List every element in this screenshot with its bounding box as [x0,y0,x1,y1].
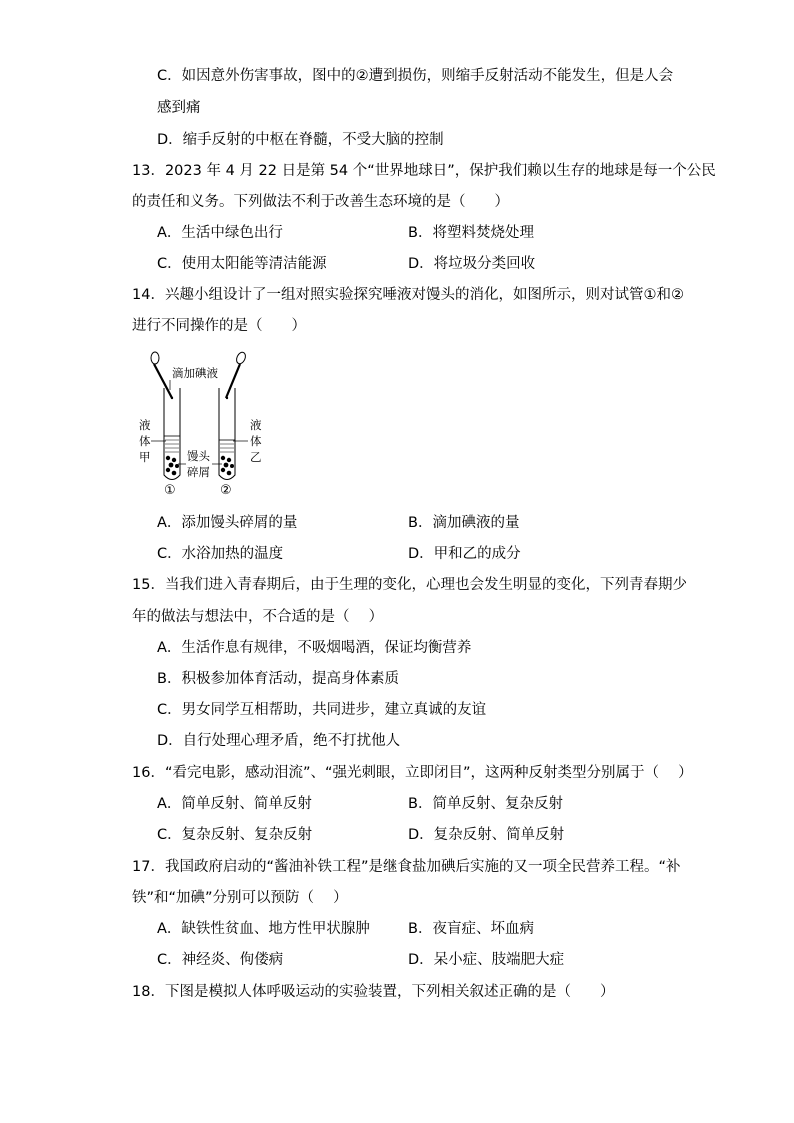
label-tube-2: ② [220,483,232,498]
label-iodine: 滴加碘液 [172,366,218,380]
q13-stem-line2: 的责任和义务。下列做法不利于改善生态环境的是（ ） [132,194,509,210]
label-liquid-b-2: 体 [250,434,262,448]
label-liquid-a-1: 液 [139,418,151,432]
q15-option-b: B．积极参加体育活动，提高身体素质 [157,671,399,687]
q17-option-a: A．缺铁性贫血、地方性甲状腺肿 [157,921,370,937]
q12-option-c-line2: 感到痛 [157,100,201,116]
dropper-right-icon [226,351,247,398]
q15-option-c: C．男女同学互相帮助，共同进步，建立真诚的友谊 [157,702,487,718]
label-tube-1: ① [164,483,176,498]
q13-option-a: A．生活中绿色出行 [157,225,283,241]
q15-stem-line1: 15．当我们进入青春期后，由于生理的变化，心理也会发生明显的变化，下列青春期少 [132,577,687,593]
q15-option-d: D．自行处理心理矛盾，绝不打扰他人 [157,733,401,749]
q17-option-b: B．夜盲症、坏血病 [408,921,534,937]
q16-option-b: B．简单反射、复杂反射 [408,796,563,812]
q13-stem-line1: 13．2023 年 4 月 22 日是第 54 个“世界地球日”，保护我们赖以生存的地球是每一个公民 [132,163,716,179]
q17-option-d: D．呆小症、肢端肥大症 [408,952,565,968]
q13-option-c: C．使用太阳能等清洁能源 [157,256,327,272]
test-tube-figure [130,350,280,500]
q17-stem-line2: 铁”和“加碘”分别可以预防（ ） [132,890,348,906]
q14-option-d: D．甲和乙的成分 [408,546,521,562]
label-liquid-b-1: 液 [250,418,262,432]
q17-option-c: C．神经炎、佝偻病 [157,952,284,968]
q14-stem-line2: 进行不同操作的是（ ） [132,318,306,334]
q14-option-b: B．滴加碘液的量 [408,515,520,531]
q14-option-a: A．添加馒头碎屑的量 [157,515,298,531]
q13-option-b: B．将塑料焚烧处理 [408,225,534,241]
label-liquid-a-2: 体 [139,434,151,448]
dropper-left-icon [151,352,172,398]
q18-stem: 18．下图是模拟人体呼吸运动的实验装置，下列相关叙述正确的是（ ） [132,984,615,1000]
q16-stem: 16．“看完电影，感动泪流”、“强光刺眼，立即闭目”，这两种反射类型分别属于（ ） [132,765,693,781]
label-liquid-b-3: 乙 [250,450,262,464]
test-tube-1 [164,388,180,480]
q16-option-d: D．复杂反射、简单反射 [408,827,565,843]
q14-option-c: C．水浴加热的温度 [157,546,284,562]
q15-stem-line2: 年的做法与想法中，不合适的是（ ） [132,609,384,625]
q14-stem-line1: 14．兴趣小组设计了一组对照实验探究唾液对馒头的消化，如图所示，则对试管①和② [132,287,684,303]
test-tube-2 [219,388,235,480]
q12-option-d: D．缩手反射的中枢在脊髓，不受大脑的控制 [157,132,444,148]
q12-option-c-line1: C．如因意外伤害事故，图中的②遭到损伤，则缩手反射活动不能发生，但是人会 [157,68,674,84]
q13-option-d: D．将垃圾分类回收 [408,256,536,272]
q16-option-c: C．复杂反射、复杂反射 [157,827,313,843]
q17-stem-line1: 17．我国政府启动的“酱油补铁工程”是继食盐加碘后实施的又一项全民营养工程。“补 [132,859,681,875]
q15-option-a: A．生活作息有规律，不吸烟喝酒，保证均衡营养 [157,640,472,656]
label-bread-1: 馒头 [187,449,210,463]
label-bread-2: 碎屑 [187,465,210,479]
label-liquid-a-3: 甲 [139,450,151,464]
q16-option-a: A．简单反射、简单反射 [157,796,312,812]
